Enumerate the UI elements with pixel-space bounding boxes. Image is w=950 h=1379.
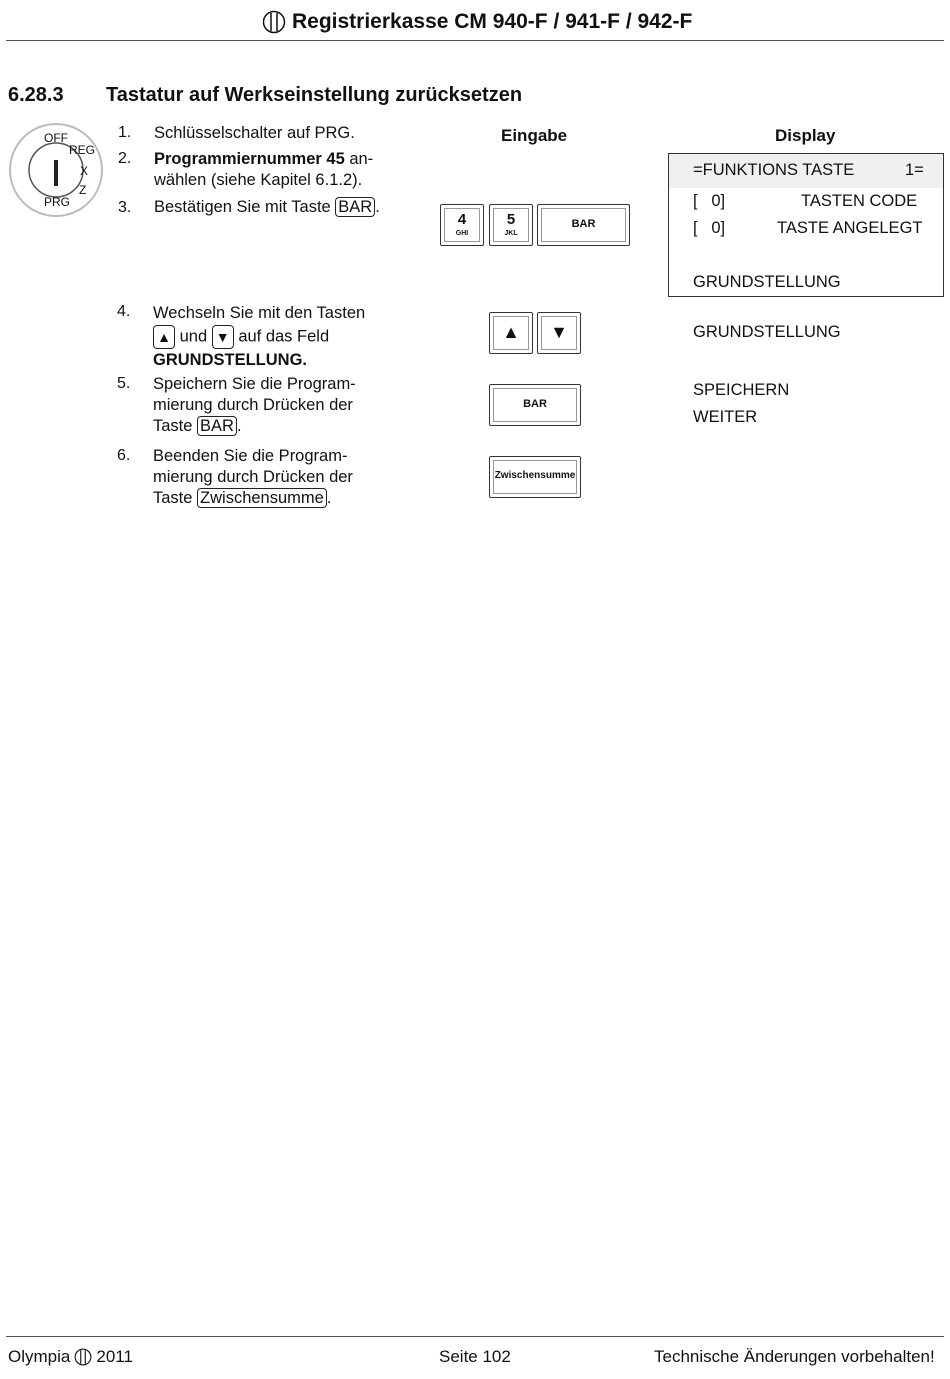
olympia-logo-icon (262, 10, 286, 34)
step-text (154, 149, 404, 191)
page-number: Seite 102 (439, 1347, 511, 1366)
step-text (153, 446, 413, 509)
display-after-step-5-line-1: SPEICHERN (693, 381, 790, 399)
step-number: 6. (117, 447, 131, 464)
step-text-part: an- (344, 150, 374, 168)
step-text-part: Wechseln Sie mit den Tasten (153, 304, 366, 322)
program-number: Programmiernummer 45 (154, 150, 345, 168)
key-5-sublabel: JKL (504, 230, 518, 237)
key-5[interactable] (489, 204, 533, 246)
key-switch-illustration (8, 122, 104, 218)
header-title: Registrierkasse CM 940-F / 941-F / 942-F (292, 10, 693, 33)
display-line-1-right: 1= (905, 161, 924, 179)
arrow-up-icon: ▲ (502, 322, 520, 342)
keyswitch-label-off: OFF (44, 131, 68, 145)
step-number: 3. (118, 199, 132, 216)
step-text-part: . (236, 417, 242, 435)
step-text-part: Speichern Sie die Program- (153, 375, 356, 393)
bar-key[interactable] (489, 384, 581, 426)
keyswitch-label-z: Z (79, 183, 87, 197)
footer-year: 2011 (96, 1347, 133, 1366)
bar-key-inline: BAR (335, 197, 375, 217)
down-arrow-key-inline: ▼ (212, 325, 234, 349)
step-text-part: Bestätigen Sie mit Taste (154, 198, 336, 216)
bar-key-inline: BAR (197, 416, 237, 436)
subtotal-key-inline: Zwischensumme (197, 488, 327, 508)
display-line-2-right: TASTEN CODE (801, 192, 918, 210)
step-number: 2. (118, 150, 132, 167)
step-text: Schlüsselschalter auf PRG. (154, 124, 355, 142)
header-rule (6, 40, 944, 41)
step-text-part: . (375, 198, 380, 216)
bar-key[interactable] (537, 204, 630, 246)
step-number: 5. (117, 375, 131, 392)
display-line-1-left: =FUNKTIONS TASTE (693, 161, 855, 179)
display-after-step-5-line-2: WEITER (693, 408, 758, 426)
step-number: 1. (118, 124, 132, 141)
display-line-2-left: [ 0] (693, 192, 726, 210)
column-heading-display: Display (775, 126, 836, 145)
display-line-3-right: TASTE ANGELEGT (777, 219, 923, 237)
down-arrow-key[interactable] (537, 312, 581, 354)
up-arrow-key-inline: ▲ (153, 325, 175, 349)
key-5-label: 5 (506, 211, 516, 228)
key-4[interactable] (440, 204, 484, 246)
keyswitch-label-prg: PRG (44, 195, 71, 209)
page-header (262, 10, 692, 34)
step-text (154, 197, 380, 218)
step-text-part: mierung durch Drücken der (153, 396, 353, 414)
step-text-part: Taste (153, 489, 198, 507)
step-text-part: mierung durch Drücken der (153, 468, 353, 486)
olympia-logo-icon (74, 1348, 92, 1366)
display-line-4: GRUNDSTELLUNG (693, 273, 841, 291)
step-text-part: wählen (siehe Kapitel 6.1.2). (154, 171, 363, 189)
step-text-part: Taste (153, 417, 198, 435)
subtotal-key-label: Zwischensumme (494, 470, 576, 481)
step-text-part: und (179, 327, 208, 346)
keyswitch-label-x: X (80, 164, 89, 178)
display-line-3-left: [ 0] (693, 219, 726, 237)
display-after-step-4: GRUNDSTELLUNG (693, 323, 841, 341)
step-number: 4. (117, 303, 131, 320)
footer-brand: Olympia (8, 1347, 71, 1366)
footer-disclaimer: Technische Änderungen vorbehalten! (654, 1347, 935, 1366)
subtotal-key[interactable] (489, 456, 581, 498)
field-name: GRUNDSTELLUNG. (153, 351, 307, 369)
step-text (153, 374, 413, 437)
step-text-part: Beenden Sie die Program- (153, 447, 348, 465)
column-heading-input: Eingabe (501, 126, 568, 145)
bar-key-label: BAR (523, 398, 547, 410)
step-text-part: . (326, 489, 332, 507)
step-text-part: auf das Feld (238, 327, 330, 346)
footer-left (8, 1347, 133, 1367)
keyswitch-label-reg: REG (69, 143, 96, 157)
key-4-sublabel: GHI (455, 230, 469, 237)
arrow-down-icon: ▼ (550, 322, 568, 342)
section-title: Tastatur auf Werkseinstellung zurücksetzen (106, 84, 523, 106)
footer-rule (6, 1336, 944, 1337)
key-4-label: 4 (457, 211, 467, 228)
section-number: 6.28.3 (8, 84, 64, 106)
step-text (153, 302, 413, 372)
up-arrow-key[interactable] (489, 312, 533, 354)
bar-key-label: BAR (571, 218, 596, 230)
